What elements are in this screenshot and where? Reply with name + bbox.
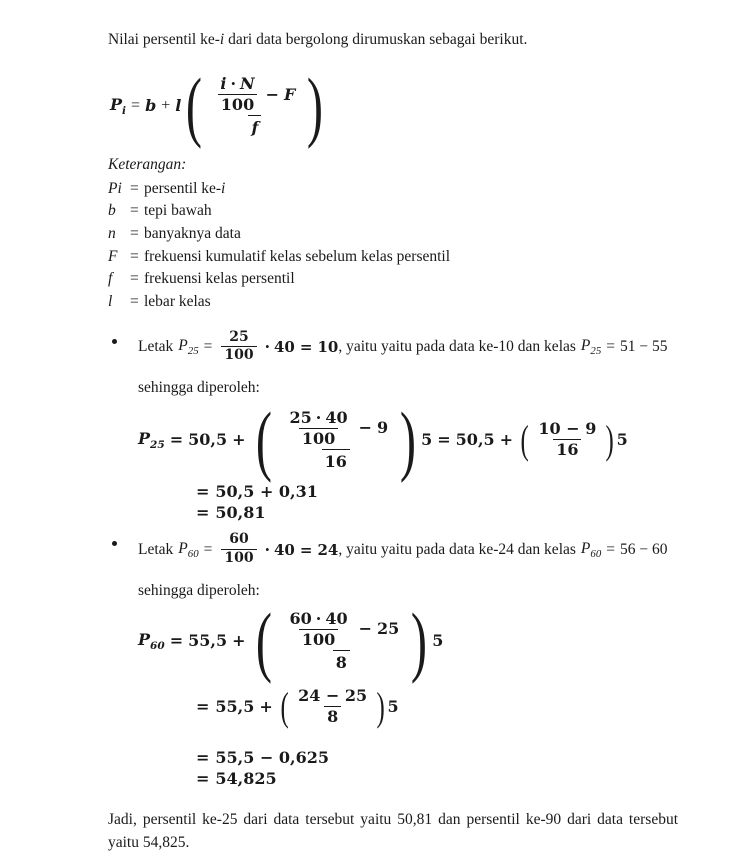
- p60-calculation-step2-expression: [196, 683, 399, 729]
- p25-step-equals: =: [196, 482, 210, 502]
- p60-calc-lhs: $P_{60}$: [138, 629, 165, 652]
- keterangan-row: [108, 223, 678, 246]
- p25-result: 10: [317, 337, 339, 356]
- p25-calc-equals: =: [169, 430, 184, 450]
- intro-text-before: Nilai persentil ke-: [108, 31, 220, 48]
- p25-letak-line: [138, 330, 667, 364]
- formula-inner-fraction: [217, 75, 257, 115]
- p60-step-equals: =: [196, 769, 210, 789]
- p60-calc2-fraction: [295, 687, 370, 726]
- conclusion-paragraph: Jadi, persentil ke-25 dari data tersebut yaitu 50,81 dan persentil ke-90 dari data tersebut yaitu 54,825.: [108, 811, 678, 852]
- p60-class-range: 56 − 60: [619, 540, 668, 558]
- p25-class-symbol: $P_{25}$: [580, 336, 602, 357]
- p25-equals2: =: [299, 337, 313, 356]
- formula-equals: =: [131, 96, 141, 114]
- keterangan-description: lebar kelas: [144, 292, 211, 310]
- p25-calc-inner-numerator: 25 · 40: [289, 407, 348, 427]
- p25-calc-multiplier: 5: [421, 430, 433, 450]
- p60-calc2-paren-close: ): [376, 683, 385, 729]
- p60-calc-inner-numerator: 60 · 40: [289, 608, 348, 628]
- p60-equals2: =: [299, 540, 313, 559]
- p25-calc-equals2: =: [437, 430, 451, 450]
- keterangan-equals: =: [130, 202, 139, 220]
- p25-calc-plus2: +: [499, 430, 514, 450]
- p60-fraction-numerator: 60: [229, 531, 249, 548]
- p60-calculation: [138, 597, 678, 685]
- keterangan-row: [108, 291, 678, 314]
- p60-calc-outer-fraction: [280, 610, 402, 672]
- p25-simple-fraction: [535, 420, 599, 459]
- p25-position-fraction: [221, 330, 256, 364]
- p60-letak-line: [138, 532, 667, 566]
- keterangan-title: Keterangan:: [108, 155, 187, 173]
- p60-step-value: 55,5 − 0,625: [215, 748, 330, 768]
- bullet-dot-icon: [112, 339, 117, 344]
- p60-calc-F: 25: [377, 619, 400, 639]
- p25-times-value: 40: [274, 337, 295, 356]
- keterangan-equals: =: [130, 292, 139, 310]
- p60-calc2-multiplier: 5: [387, 697, 399, 717]
- keterangan-symbol: F: [108, 247, 118, 265]
- p25-step-value: 50,81: [215, 503, 266, 523]
- p60-tail-text: , yaitu yaitu pada data ke-24 dan kelas: [338, 540, 576, 558]
- intro-text-after: dari data bergolong dirumuskan sebagai berikut.: [224, 31, 528, 48]
- p25-dot: ·: [264, 337, 270, 357]
- p60-calc-multiplier: 5: [432, 631, 444, 651]
- formula-F: F: [284, 84, 296, 104]
- keterangan-row: [108, 200, 678, 223]
- p60-letak-label: Letak: [138, 540, 174, 558]
- formula-plus: +: [161, 96, 171, 114]
- intro-italic-var: i: [219, 31, 225, 48]
- keterangan-symbol: l: [108, 292, 113, 310]
- p25-equals: =: [203, 337, 213, 355]
- p25-class-equals: =: [606, 337, 615, 355]
- p60-result: 24: [317, 540, 339, 559]
- p60-calc-equals: =: [169, 631, 184, 651]
- p25-simple-denominator: 16: [553, 439, 581, 459]
- p60-calculation-step2: [196, 683, 678, 729]
- p60-symbol: $P_{60}$: [178, 539, 199, 560]
- p25-fraction-numerator: 25: [229, 328, 249, 345]
- p60-calc2-equals: =: [196, 697, 210, 717]
- p25-calculation: [138, 396, 678, 484]
- p60-calc-outer-denominator: 8: [333, 650, 350, 672]
- bullet-list: [108, 330, 678, 789]
- keterangan-section: [108, 153, 678, 314]
- p60-times-value: 40: [274, 540, 295, 559]
- formula-minus: −: [265, 84, 280, 104]
- p60-sehingga-text: sehingga diperoleh:: [138, 581, 260, 599]
- p25-step-line: [196, 482, 678, 501]
- keterangan-symbol: Pi: [108, 179, 122, 197]
- p25-calc-b2: 50,5: [455, 430, 495, 450]
- keterangan-row: [108, 178, 678, 201]
- formula-b: b: [145, 96, 157, 116]
- p25-calc-paren-close: ): [400, 396, 417, 484]
- p60-calc-b: 55,5: [188, 631, 228, 651]
- p25-calc-b: 50,5: [188, 430, 228, 450]
- main-formula-expression: [110, 62, 328, 150]
- p25-calc-outer-denominator: 16: [322, 449, 350, 471]
- p60-calc2-b: 55,5: [215, 697, 255, 717]
- p60-calc-inner-fraction: [286, 610, 350, 649]
- keterangan-description: banyaknya data: [144, 225, 241, 243]
- formula-N: N: [240, 73, 255, 93]
- keterangan-equals: =: [130, 179, 139, 197]
- formula-i: i: [220, 73, 227, 93]
- formula-outer-denominator: f: [248, 115, 261, 137]
- p25-simple-paren-close: ): [605, 417, 615, 463]
- formula-outer-numerator: [211, 75, 298, 116]
- p60-step-line: [196, 769, 678, 788]
- p60-calc-paren-close: ): [411, 597, 428, 685]
- keterangan-row: [108, 246, 678, 269]
- p60-calc-inner-denominator: 100: [299, 629, 338, 649]
- bullet-dot-icon: [112, 541, 117, 546]
- p60-step-value: 54,825: [215, 769, 277, 789]
- formula-lhs: $P_i$: [110, 94, 127, 117]
- p25-letak-label: Letak: [138, 337, 174, 355]
- p60-calc-plus: +: [232, 631, 246, 651]
- p25-calc-minus: −: [358, 418, 372, 438]
- p60-dot: ·: [264, 540, 270, 560]
- formula-inner-numerator: [217, 75, 257, 95]
- p60-position-fraction: [221, 532, 256, 566]
- p25-calculation-expression: [138, 396, 628, 484]
- p25-simple-numerator: 10 − 9: [538, 419, 597, 439]
- p60-calc2-numerator: 24 − 25: [298, 686, 368, 706]
- intro-paragraph: [108, 28, 678, 51]
- p60-calc2-plus: +: [259, 697, 273, 717]
- formula-paren-close: ): [307, 62, 324, 150]
- p25-calc-outer-numerator: [280, 409, 391, 449]
- p60-calc2-denominator: 8: [324, 706, 341, 726]
- p60-calc-minus: −: [358, 619, 372, 639]
- p25-simple-paren-open: (: [520, 417, 529, 463]
- p25-step-value: 50,5 + 0,31: [215, 482, 318, 502]
- keterangan-equals: =: [130, 225, 139, 243]
- p25-tail-text: , yaitu yaitu pada data ke-10 dan kelas: [338, 337, 576, 355]
- document-content: [108, 28, 678, 855]
- keterangan-symbol: n: [108, 225, 116, 243]
- bullet-item-p25: [108, 330, 678, 523]
- p25-calc-outer-fraction: [280, 409, 391, 471]
- formula-dot: ·: [230, 73, 237, 93]
- keterangan-symbol: b: [108, 202, 116, 220]
- p60-step-line: [196, 748, 678, 767]
- formula-l: l: [175, 96, 182, 116]
- keterangan-description: persentil ke-i: [144, 179, 226, 197]
- p60-class-equals: =: [606, 540, 615, 558]
- p25-sehingga-text: sehingga diperoleh:: [138, 378, 260, 396]
- p25-fraction-denominator: 100: [221, 346, 256, 364]
- p60-fraction-denominator: 100: [221, 549, 256, 567]
- p60-calc2-paren-open: (: [280, 683, 289, 729]
- p25-class-range: 51 − 55: [619, 337, 668, 355]
- p25-calc-F: 9: [377, 418, 389, 438]
- main-formula: [108, 62, 678, 150]
- p60-calc-outer-numerator: [280, 610, 402, 650]
- keterangan-equals: =: [130, 247, 139, 265]
- p60-class-symbol: $P_{60}$: [580, 539, 602, 560]
- p60-calculation-expression: [138, 597, 444, 685]
- formula-paren-open: (: [186, 62, 203, 150]
- keterangan-symbol: f: [108, 270, 113, 288]
- formula-outer-fraction: [211, 75, 298, 138]
- p60-calc-paren-open: (: [255, 597, 272, 685]
- p25-calc-lhs: $P_{25}$: [138, 428, 165, 451]
- p25-calc-plus: +: [232, 430, 246, 450]
- keterangan-description: frekuensi kelas persentil: [144, 270, 295, 288]
- p25-step-line: [196, 503, 678, 522]
- p25-step-equals: =: [196, 503, 210, 523]
- formula-inner-denominator: 100: [218, 94, 257, 114]
- bullet-item-p60: [108, 532, 678, 788]
- p60-equals: =: [203, 540, 213, 558]
- p60-step-equals: =: [196, 748, 210, 768]
- keterangan-description: frekuensi kumulatif kelas sebelum kelas persentil: [144, 247, 451, 265]
- keterangan-list: [108, 178, 678, 314]
- keterangan-equals: =: [130, 270, 139, 288]
- p25-calc-inner-fraction: [286, 409, 350, 448]
- p25-simple-multiplier: 5: [616, 430, 628, 450]
- keterangan-row: [108, 268, 678, 291]
- p25-calc-paren-open: (: [255, 396, 272, 484]
- p25-symbol: $P_{25}$: [178, 336, 199, 357]
- p25-calc-inner-denominator: 100: [299, 428, 338, 448]
- keterangan-description: tepi bawah: [144, 202, 212, 220]
